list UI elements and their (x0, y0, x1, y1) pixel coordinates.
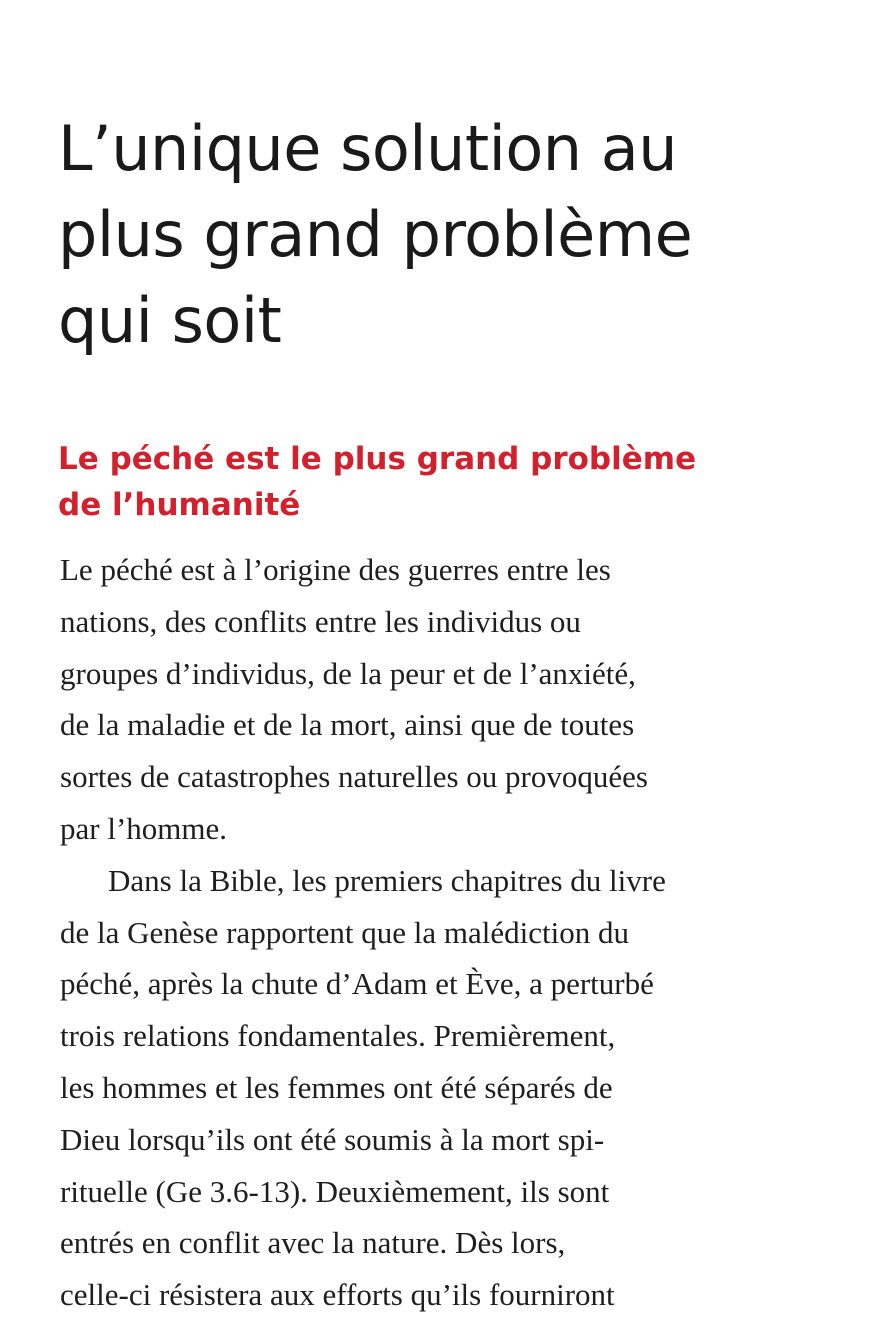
body-line: sortes de catastrophes naturelles ou provoquées (60, 759, 648, 795)
body-line: rituelle (Ge 3.6-13). Deuxièmement, ils sont (60, 1173, 610, 1209)
body-line: groupes d’individus, de la peur et de l’anxiété, (60, 655, 636, 691)
section-heading (58, 436, 848, 528)
body-line: entrés en conflit avec la nature. Dès lors, (60, 1225, 566, 1261)
chapter-title-line: plus grand problème (58, 198, 693, 271)
body-line: par l’homme. (60, 810, 228, 846)
body-line: Le péché est à l’origine des guerres entre les (60, 552, 611, 587)
body-line: de la Genèse rapportent que la malédiction du (60, 914, 629, 950)
section-heading-line: Le péché est le plus grand problème (58, 441, 697, 477)
body-text (60, 544, 840, 1321)
body-line: Dans la Bible, les premiers chapitres du livre (108, 862, 666, 898)
chapter-title (58, 106, 838, 364)
body-line: Dieu lorsqu’ils ont été soumis à la mort spi- (60, 1121, 605, 1157)
body-line: de la maladie et de la mort, ainsi que de toutes (60, 707, 635, 743)
body-line: péché, après la chute d’Adam et Ève, a perturbé (60, 966, 654, 1002)
chapter-title-line: L’unique solution au (58, 112, 678, 185)
chapter-title-line: qui soit (58, 284, 282, 357)
body-line: nations, des conflits entre les individus ou (60, 603, 581, 639)
section-heading-line: de l’humanité (58, 487, 301, 523)
body-line: celle-ci résistera aux efforts qu’ils fourniront (60, 1277, 615, 1313)
body-line: les hommes et les femmes ont été séparés de (60, 1069, 613, 1105)
body-line: trois relations fondamentales. Premièrement, (60, 1018, 616, 1054)
